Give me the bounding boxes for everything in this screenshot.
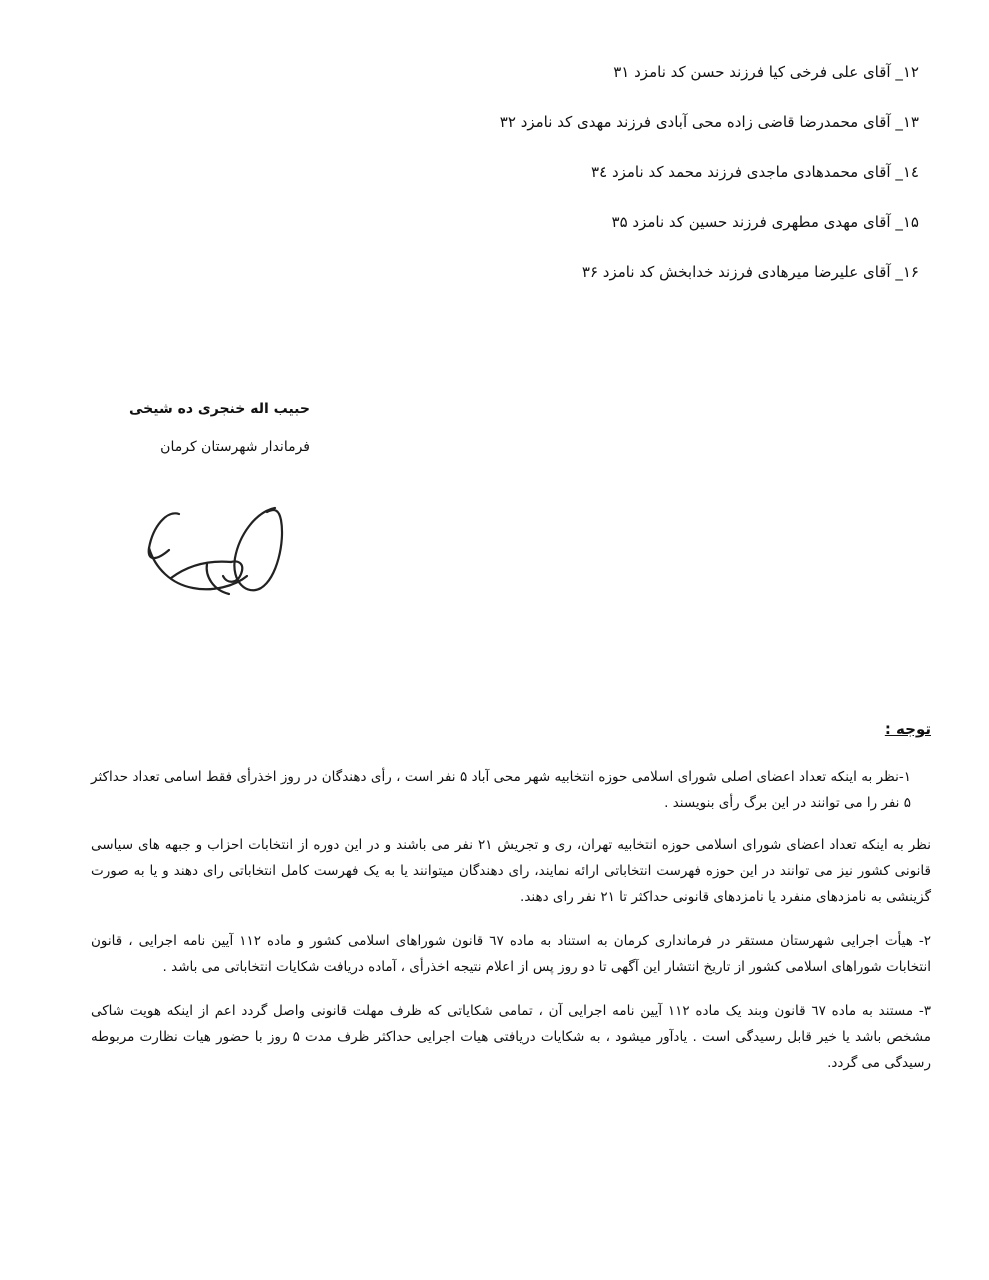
candidate-item: ۱۳_ آقای محمدرضا قاضی زاده محی آبادی فرزند مهدی کد نامزد ۳۲	[499, 113, 919, 131]
note-paragraph: نظر به اینکه تعداد اعضای شورای اسلامی حوزه انتخابیه تهران، ری و تجریش ۲۱ نفر می باشند و در این دوره از انتخابات احزاب و جبهه های سیاسی قانونی کشور نیز می توانند در این حوزه فهرست انتخاباتی ارائه نمایند، رای دهندگان میتوانند یا به یک فهرست کامل انتخاباتی رای دهند و یا به صورت گزینشی به نامزدهای منفرد یا نامزدهای قانونی حداکثر تا ۲۱ نفر رای دهند.	[91, 837, 931, 905]
candidate-item: ۱۵_ آقای مهدی مطهری فرزند حسین کد نامزد ۳۵	[611, 213, 919, 231]
note-paragraph: ۱-نظر به اینکه تعداد اعضای اصلی شورای اسلامی حوزه انتخابیه شهر محی آباد ۵ نفر است ، رأی دهندگان در روز اخذرأی فقط اسامی تعداد حداکثر ۵ نفر را می توانند در این برگ رأی بنویسند .	[91, 769, 911, 811]
signatory-title: فرماندار شهرستان کرمان	[160, 439, 310, 455]
candidate-item: ۱٤_ آقای محمدهادی ماجدی فرزند محمد کد نامزد ۳٤	[591, 163, 919, 181]
candidate-item: ۱۶_ آقای علیرضا میرهادی فرزند خدابخش کد نامزد ۳۶	[581, 263, 919, 281]
note-paragraph: ۳- مستند به ماده ٦۷ قانون وبند یک ماده ۱۱۲ آیین نامه اجرایی آن ، تمامی شکایاتی که ظرف مهلت قانونی واصل گردد اعم از اینکه هویت شاکی مشخص باشد یا خیر قابل رسیدگی است . یادآور میشود ، به شکایات دریافتی هیات اجرایی حداکثر ظرف مدت ۵ روز با حضور هیات نظارت مربوطه رسیدگی می گردد.	[91, 1003, 932, 1071]
candidate-item: ۱۲_ آقای علی فرخی کیا فرزند حسن کد نامزد ۳۱	[613, 63, 919, 81]
notes-heading: توجه :	[884, 720, 931, 738]
notes-section	[91, 764, 931, 1092]
signature-block	[110, 398, 310, 474]
handwritten-signature	[135, 500, 295, 605]
signatory-name: حبیب اله خنجری ده شیخی	[128, 401, 310, 417]
candidate-list	[219, 55, 919, 305]
note-paragraph: ۲- هیأت اجرایی شهرستان مستقر در فرمانداری کرمان به استناد به ماده ٦۷ قانون شوراهای اسلامی کشور و ماده ۱۱۲ آیین نامه اجرایی ، قانون انتخابات شوراهای اسلامی کشور از تاریخ انتشار این آگهی تا دو روز پس از اعلام نتیجه اخذرأی ، آماده دریافت شکایات انتخاباتی می باشد .	[91, 933, 931, 975]
